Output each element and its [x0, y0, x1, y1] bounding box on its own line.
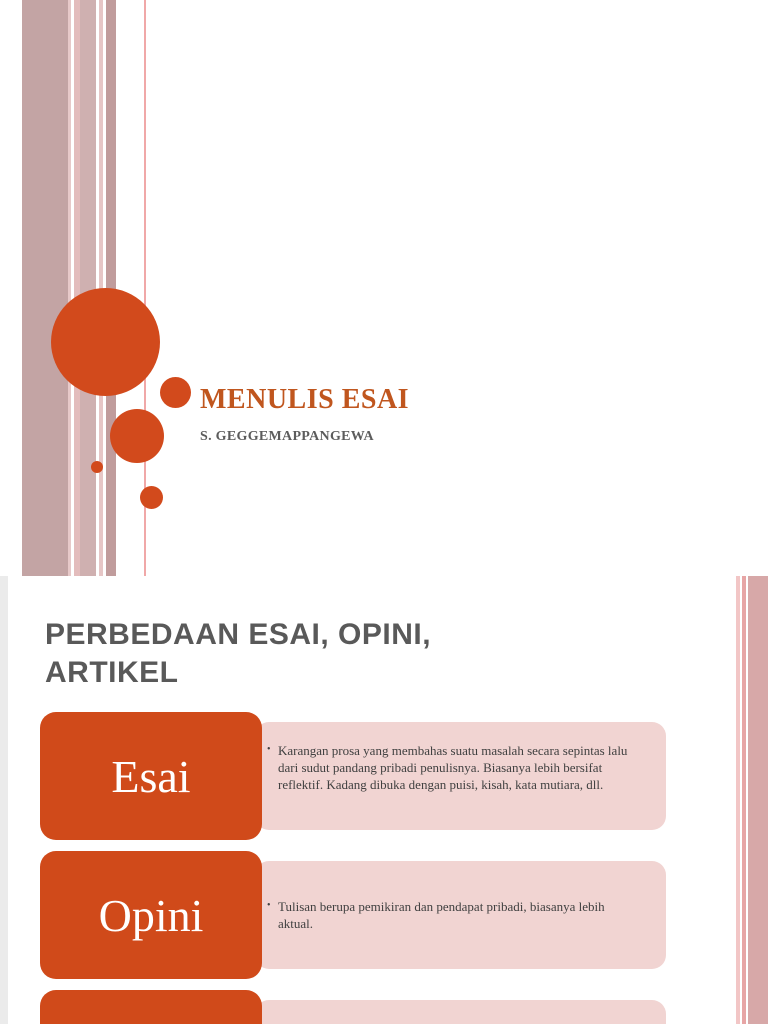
esai-label-box	[40, 712, 262, 840]
slide-subtitle: S. GEGGEMAPPANGEWA	[200, 429, 374, 444]
opini-label-box	[40, 851, 262, 979]
slide-title: PERBEDAAN ESAI, OPINI, ARTIKEL	[45, 618, 432, 689]
comparison-slide	[0, 576, 768, 1024]
bullet-icon: •	[267, 900, 271, 911]
esai-description: Karangan prosa yang membahas suatu masalah secara sepintas lalu dari sudut pandang pribadi penulisnya. Biasanya lebih bersifat reflektif. Kadang dibuka dengan puisi, kisah, kata mutiara, dll.	[278, 743, 628, 792]
artikel-label-box	[40, 990, 262, 1024]
esai-label: Esai	[111, 750, 191, 802]
esai-description-box	[255, 722, 666, 830]
decor-stripe	[80, 0, 96, 576]
opini-label: Opini	[98, 889, 204, 941]
decor-circle-medium	[110, 409, 164, 463]
decor-circle-large	[51, 288, 160, 396]
decor-circle-small	[160, 377, 191, 408]
decor-stripe	[0, 0, 22, 576]
decor-stripe	[742, 576, 746, 1024]
decor-stripe	[68, 0, 71, 576]
artikel-description-box	[255, 1000, 666, 1024]
decor-stripe	[736, 576, 740, 1024]
decor-circle-small	[140, 486, 163, 509]
opini-description: Tulisan berupa pemikiran dan pendapat pribadi, biasanya lebih aktual.	[278, 899, 605, 931]
bullet-icon: •	[267, 744, 271, 755]
decor-circle-dot	[91, 461, 103, 473]
decor-stripe	[748, 576, 768, 1024]
slide-title: MENULIS ESAI	[200, 384, 410, 415]
opini-description-box	[255, 861, 666, 969]
slide-border-left	[0, 576, 8, 1024]
decor-stripe	[22, 0, 68, 576]
